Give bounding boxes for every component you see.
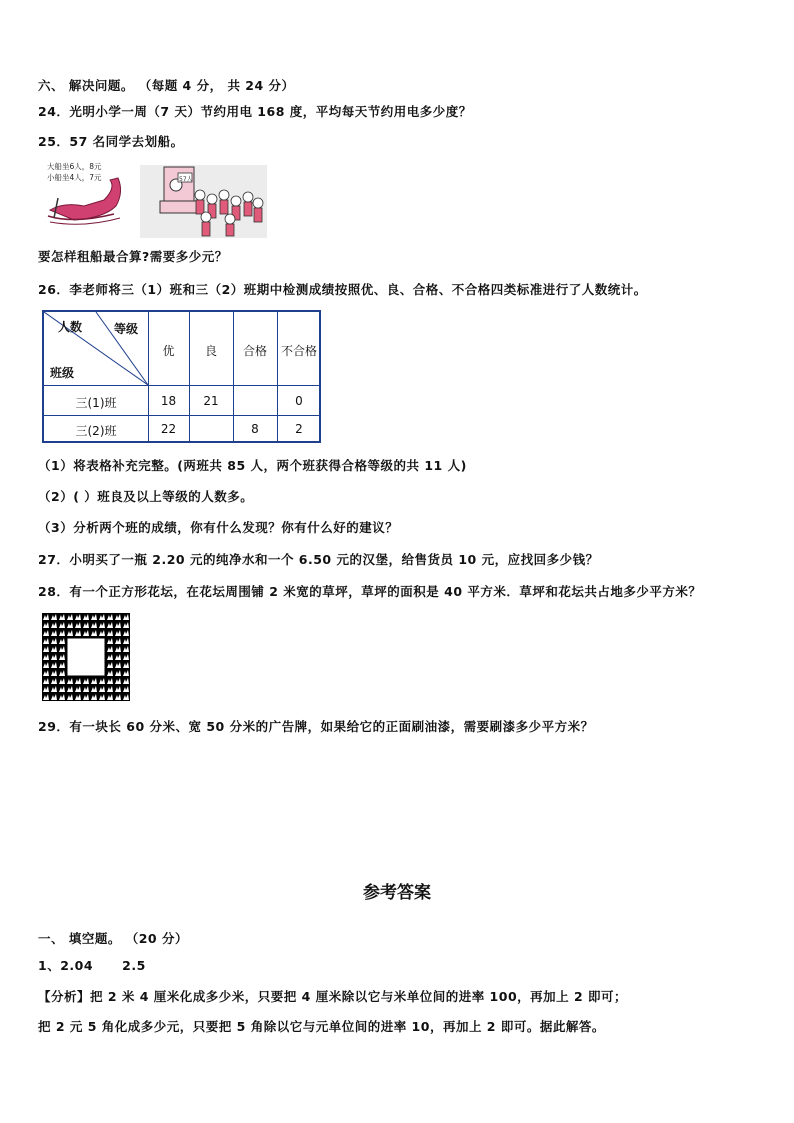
row2-pass: 8 [251, 422, 259, 436]
row2-fail: 2 [295, 422, 303, 436]
question-26-sub2: （2）( ）班良及以上等级的人数多。 [38, 489, 254, 504]
header-class: 班级 [50, 366, 75, 380]
col-excellent: 优 [162, 344, 175, 358]
question-26-title: 26．李老师将三（1）班和三（2）班期中检测成绩按照优、良、合格、不合格四类标准进行了人数统计。 [38, 282, 647, 297]
kids-queue-icon [140, 165, 267, 238]
row2-excellent: 22 [160, 422, 177, 436]
col-pass: 合格 [242, 344, 267, 358]
answers-title: 参考答案 [363, 883, 431, 903]
garden-lawn-icon [42, 613, 130, 701]
col-good: 良 [204, 344, 217, 358]
small-boat-sign: 小船坐4人，7元 [47, 173, 102, 182]
analysis-line-2: 把 2 元 5 角化成多少元，只要把 5 角除以它与元单位间的进率 10，再加上 2 即可。据此解答。 [38, 1019, 605, 1034]
garden-picture [42, 613, 130, 701]
question-29: 29．有一块长 60 分米、宽 50 分米的广告牌，如果给它的正面刷油漆，需要刷漆多少平方米？ [38, 719, 594, 734]
question-27: 27．小明买了一瓶 2.20 元的纯净水和一个 6.50 元的汉堡，给售货员 10 元，应找回多少钱？ [38, 552, 599, 567]
row1-good: 21 [203, 394, 219, 408]
question-24: 24．光明小学一周（7 天）节约用电 168 度，平均每天节约用电多少度？ [38, 104, 472, 119]
question-25-question: 要怎样租船最合算?需要多少元？ [38, 249, 228, 264]
analysis-line-1: 【分析】把 2 米 4 厘米化成多少米，只要把 4 厘米除以它与米单位间的进率 100，再加上 2 即可； [38, 989, 628, 1004]
row1-excellent: 18 [160, 394, 177, 408]
question-28: 28．有一个正方形花坛，在花坛周围铺 2 米宽的草坪，草坪的面积是 40 平方米．草坪和花坛共占地多少平方米？ [38, 584, 702, 599]
col-fail: 不合格 [280, 344, 317, 358]
header-people: 人数 [58, 320, 83, 334]
answer-1: 1、2.04 2.5 [38, 958, 146, 973]
kids-picture [140, 165, 267, 238]
row2-label: 三(2)班 [75, 424, 117, 438]
section-heading: 六、 解决问题。 （每题 4 分， 共 24 分） [38, 78, 295, 93]
grade-table [42, 310, 321, 443]
question-25-title: 25．57 名同学去划船。 [38, 134, 184, 149]
big-boat-sign: 大船坐6人，8元 [47, 162, 102, 171]
boat-icon [44, 158, 130, 230]
question-26-sub1: （1）将表格补充完整。(两班共 85 人，两个班获得合格等级的共 11 人) [38, 458, 467, 473]
question-26-sub3: （3）分析两个班的成绩，你有什么发现？你有什么好的建议？ [38, 520, 399, 535]
answers-section1: 一、 填空题。 （20 分） [38, 931, 188, 946]
kids-sign: 57人 [179, 176, 193, 183]
row1-label: 三(1)班 [75, 396, 117, 410]
header-grade: 等级 [114, 322, 139, 336]
boat-picture [44, 158, 130, 230]
row1-fail: 0 [295, 394, 303, 408]
